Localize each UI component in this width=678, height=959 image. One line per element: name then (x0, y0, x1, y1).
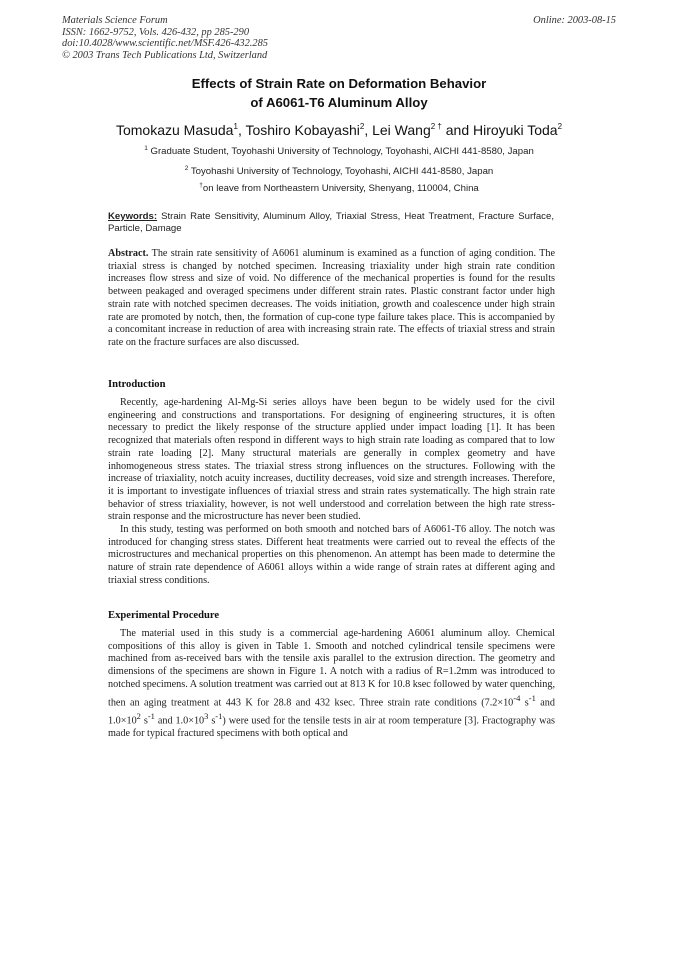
keywords-block (108, 211, 554, 236)
abstract-label: Abstract. (108, 248, 149, 259)
author-sup: 2 (359, 122, 365, 131)
abstract-text: The strain rate sensitivity of A6061 aluminum is examined as a function of aging condition. The triaxial stress is changed by notched specimen. Increasing triaxiality under high strain rate condition increases flow stress and size of void. No difference of the mechanical properties is found for the results between peakaged and overaged specimens under different strain rates. Plastic constrant factor under high strain rate with notched specimen decreases. The voids initiation, growth and coalescence under high strain rate are promoted by notch, then, the formation of cup-cone type failure takes place. This is accompanied by a concomitant increase in reduction of area with increasing strain rate. The effects of triaxial stress and strain rate on the fracture surfaces are also discussed. (108, 248, 555, 348)
section-heading-experimental: Experimental Procedure (108, 610, 220, 621)
author-name: Toshiro Kobayashi (245, 122, 360, 138)
exponent: -1 (147, 710, 155, 721)
exponent: 2 (136, 710, 141, 721)
affiliation-text: on leave from Northeastern University, Shenyang, 110004, China (202, 183, 479, 194)
introduction-paragraph-1: Recently, age-hardening Al-Mg-Si series alloys have been begun to be widely used for the civil engineering and constructions and transportations. For designing of engineering structures, it is often necessary to predict the likely response of the structure applied under impact loading [1]. It has been recognized that materials often respond in different ways to high strain rate loading as compared that to low strain rate loading [2]. Many structural materials are generally in complex geometry and have inhomogeneous stress states. The triaxial stress strong influences on the structures. Following with the increase of triaxiality, notch acuity increases, ductility decreases, void size and strength increases. Therefore, it is important to investigate influences of triaxial stress and strain rates systematically. The high strain rate behavior of stress triaxiality, however, is not well understood and correlation between the high rate stress-strain response and the microstructure has never been studied. (108, 397, 555, 523)
affiliation-sup: † (199, 182, 203, 189)
author-name: Tomokazu Masuda (115, 122, 234, 138)
journal-copyright: © 2003 Trans Tech Publications Ltd, Switzerland (62, 49, 268, 61)
journal-header (62, 15, 382, 61)
exponent: -1 (528, 692, 536, 703)
experimental-body (108, 628, 555, 740)
author-list: Tomokazu Masuda$^1$, Toshiro Kobayashi$^2$, Lei Wang$^{2 \dagger}$ and Hiroyuki Toda$^2$ (115, 122, 563, 138)
journal-issn: ISSN: 1662-9752, Vols. 426-432, pp 285-290 (62, 26, 250, 38)
introduction-paragraph-2: In this study, testing was performed on both smooth and notched bars of A6061-T6 alloy. The notch was introduced for changing stress states. Different heat treatments were carried out to reveal the effects of the microstructures and mechanical properties on this phenomenon. An attempt has been made to determine the nature of strain rate dependence of A6061 alloys within a wide range of strain rates at different aging and triaxial stress conditions. (108, 524, 555, 586)
exponent: -4 (513, 692, 521, 703)
online-date: Online: 2003-08-15 (533, 15, 616, 26)
author-name: Hiroyuki Toda (473, 122, 558, 138)
experimental-text: and 1.0×10 (154, 715, 205, 726)
experimental-text: The material used in this study is a commercial age-hardening A6061 aluminum alloy. Chemical compositions of this alloy is given in Table 1. Smooth and notched cylindrical tensile specimens were machined from as-received bars with the tensile axis parallel to the extrusion direction. The geometry and dimensions of the specimens are shown in Figure 1. A notch with a radius of R=1.2mm was introduced to notched specimens. A solution treatment was carried out at 813 K for 10.8 ksec followed by water quenching, then an aging treatment at 443 K for 28.8 and 432 ksec. Three strain rate conditions (7.2×10 (108, 628, 556, 708)
affiliation-sup: 2 (184, 165, 189, 172)
section-heading-introduction: Introduction (108, 379, 166, 390)
affiliation-2 (0, 165, 678, 177)
exponent: 3 (204, 710, 209, 721)
exponent: -1 (215, 710, 223, 721)
unit: s (208, 715, 216, 726)
affiliation-text: Toyohashi University of Technology, Toyohashi, AICHI 441-8580, Japan (190, 166, 494, 177)
affiliation-text: Graduate Student, Toyohashi University of Technology, Toyohashi, AICHI 441-8580, Japan (150, 146, 534, 157)
paper-title-line-2: of A6061-T6 Aluminum Alloy (250, 95, 428, 110)
author-name: Lei Wang (372, 122, 431, 138)
author-sup: 1 (233, 122, 238, 131)
experimental-paragraph-1 (108, 628, 555, 740)
unit: s (140, 715, 148, 726)
abstract-block (108, 248, 555, 350)
author-sup: 2 (557, 122, 563, 131)
introduction-body (108, 397, 555, 588)
journal-doi[interactable]: doi:10.4028/www.scientific.net/MSF.426-432.285 (62, 38, 268, 50)
affiliation-sup: 1 (144, 145, 148, 152)
paper-title-line-1: Effects of Strain Rate on Deformation Behavior (191, 76, 487, 91)
affiliation-1 (0, 145, 678, 157)
experimental-text: ) were used for the tensile tests in air at room temperature [3]. Fractography was made for typical fractured specimens with both optical and (108, 715, 555, 739)
affiliation-3 (0, 182, 678, 194)
unit: s (520, 696, 529, 708)
experimental-text: and 1.0×10 (108, 696, 555, 726)
author-sup: 2 † (430, 122, 442, 131)
keywords-label: Keywords: (108, 211, 158, 222)
keywords-text: Strain Rate Sensitivity, Aluminum Alloy, Triaxial Stress, Heat Treatment, Fracture Surface, Particle, Damage (108, 211, 554, 235)
journal-name: Materials Science Forum (62, 15, 168, 26)
